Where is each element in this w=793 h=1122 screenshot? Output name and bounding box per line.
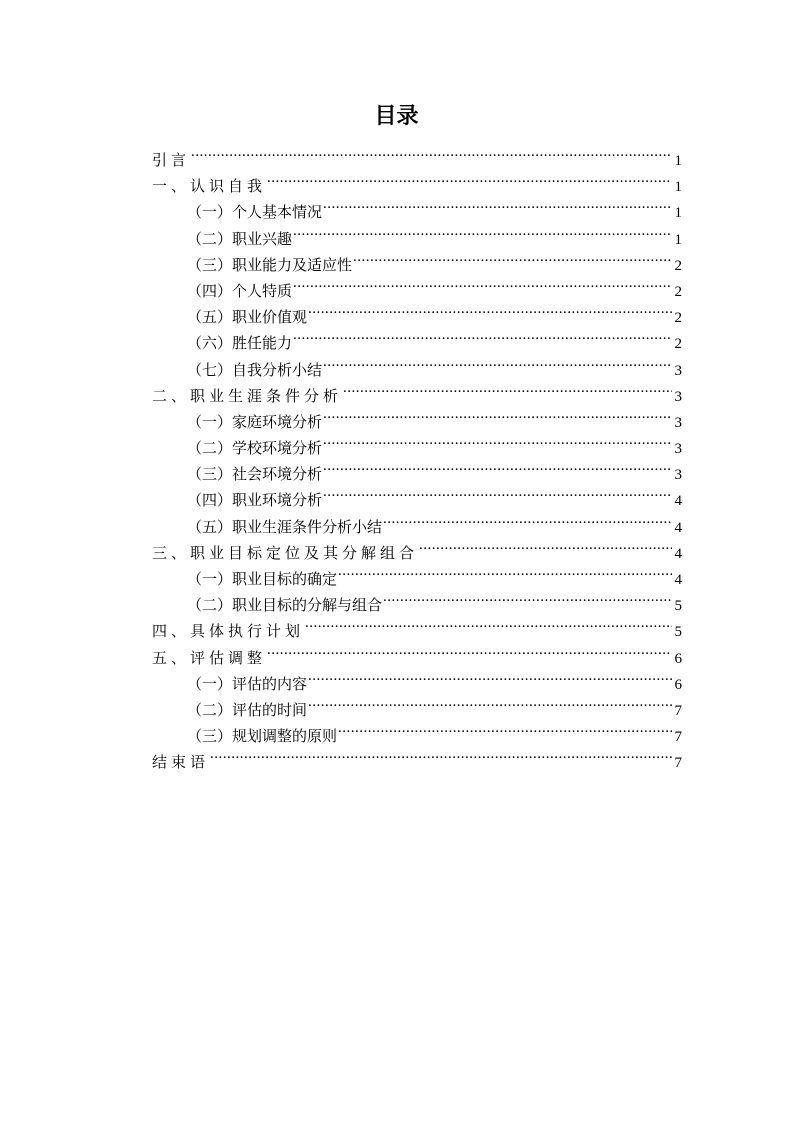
- toc-entry-text: （二）评估的时间: [187, 700, 308, 719]
- toc-entry-text: （一）个人基本情况: [187, 203, 323, 222]
- dot-leader: [383, 506, 671, 532]
- toc-page-number: 5: [674, 598, 682, 615]
- page-title: 目录: [374, 103, 419, 129]
- toc-entry-text: （二）职业兴趣: [187, 229, 293, 248]
- toc-entry-text: 一、认识自我: [152, 177, 267, 196]
- dot-leader: [323, 349, 671, 375]
- toc-entry-text: 三、职业目标定位及其分解组合: [152, 543, 419, 562]
- toc-entry-text: （二）学校环境分析: [187, 439, 323, 458]
- toc-page-number: 6: [674, 650, 682, 667]
- toc-page-number: 1: [674, 231, 682, 248]
- toc-page-number: 4: [674, 572, 682, 588]
- toc-page-number: 1: [674, 205, 682, 222]
- toc-page-number: 3: [674, 388, 682, 405]
- toc-page-number: 3: [674, 414, 682, 431]
- dot-leader: [210, 741, 671, 767]
- toc-page-number: 4: [674, 519, 682, 536]
- toc-entry[interactable]: [152, 139, 682, 169]
- toc-page-number: 2: [674, 283, 682, 300]
- dot-leader: [353, 244, 671, 270]
- toc-entry[interactable]: [152, 165, 682, 196]
- dot-leader: [293, 270, 671, 296]
- toc-entry-text: （五）职业生涯条件分析小结: [187, 517, 383, 536]
- dot-leader: [343, 375, 671, 401]
- dot-leader: [305, 610, 671, 636]
- dot-leader: [338, 558, 671, 584]
- toc-page-number: 3: [674, 467, 682, 484]
- dot-leader: [308, 663, 671, 689]
- table-of-contents: [152, 139, 682, 772]
- toc-page-number: 2: [674, 310, 682, 327]
- toc-page-number: 2: [674, 336, 682, 353]
- toc-entry-text: （一）家庭环境分析: [187, 412, 323, 431]
- toc-page-number: 7: [674, 755, 682, 772]
- toc-entry-text: 五、评估调整: [152, 648, 267, 667]
- toc-entry-text: （七）自我分析小结: [187, 360, 323, 379]
- toc-page-number: 3: [674, 362, 682, 379]
- dot-leader: [308, 689, 671, 715]
- toc-page-number: 4: [674, 545, 682, 562]
- dot-leader: [323, 427, 671, 453]
- toc-entry-text: 结束语: [152, 753, 210, 772]
- dot-leader: [383, 584, 671, 610]
- toc-entry-text: （二）职业目标的分解与组合: [187, 596, 383, 615]
- dot-leader: [308, 296, 671, 322]
- toc-page-number: 7: [674, 729, 682, 746]
- dot-leader: [191, 139, 671, 165]
- toc-entry-text: （四）职业环境分析: [187, 491, 323, 510]
- toc-page-number: 6: [674, 676, 682, 693]
- dot-leader: [267, 165, 671, 191]
- toc-page-number: 5: [674, 624, 682, 641]
- dot-leader: [323, 479, 671, 505]
- dot-leader: [338, 715, 671, 741]
- dot-leader: [419, 532, 671, 558]
- toc-entry-text: （一）评估的内容: [187, 674, 308, 693]
- toc-entry-text: （三）社会环境分析: [187, 465, 323, 484]
- toc-entry-text: （一）职业目标的确定: [187, 570, 338, 588]
- toc-entry-text: （三）规划调整的原则: [187, 727, 338, 746]
- dot-leader: [323, 191, 671, 217]
- toc-entry-text: （五）职业价值观: [187, 308, 308, 327]
- toc-entry-text: （六）胜任能力: [187, 334, 293, 353]
- toc-page-number: 7: [674, 702, 682, 719]
- dot-leader: [293, 322, 671, 348]
- toc-page-number: 2: [674, 257, 682, 274]
- toc-entry-text: （三）职业能力及适应性: [187, 255, 353, 274]
- dot-leader: [323, 401, 671, 427]
- toc-entry-text: （四）个人特质: [187, 281, 293, 300]
- toc-page-number: 3: [674, 441, 682, 458]
- toc-page-number: 1: [674, 153, 682, 169]
- dot-leader: [267, 637, 671, 663]
- dot-leader: [323, 453, 671, 479]
- toc-entry-text: 二、职业生涯条件分析: [152, 386, 343, 405]
- toc-entry[interactable]: [152, 741, 682, 772]
- toc-page-number: 4: [674, 493, 682, 510]
- toc-entry-text: 引言: [152, 151, 191, 169]
- dot-leader: [293, 218, 671, 244]
- toc-entry-text: 四、具体执行计划: [152, 622, 305, 641]
- toc-page-number: 1: [674, 179, 682, 196]
